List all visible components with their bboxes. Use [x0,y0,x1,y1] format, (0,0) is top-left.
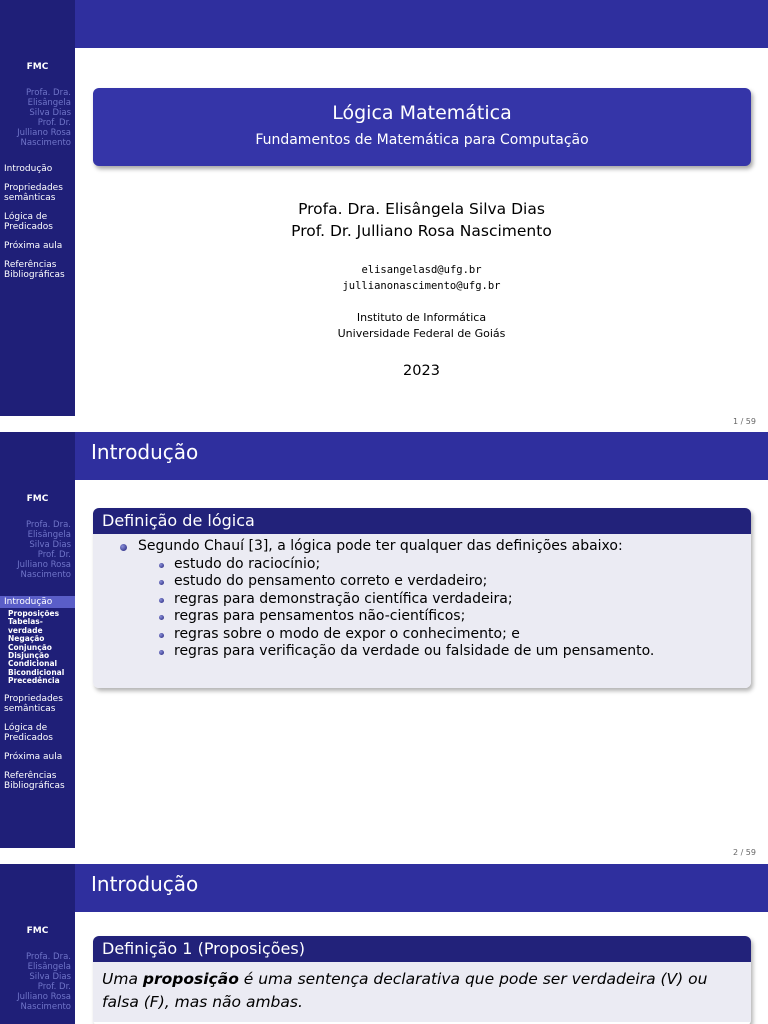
header-bar [75,0,768,48]
title-box [93,88,751,166]
definition-block [93,936,751,1024]
bullet-icon [159,563,164,568]
slide-1 [0,0,768,432]
emails [75,262,768,294]
list-item: regras para verificação da verdade ou falsidade de um pensamento. [102,643,742,661]
sidebar-subitem[interactable]: Tabelas-verdade [8,617,43,635]
slide-3 [0,864,768,1024]
bullet-icon [159,615,164,620]
bullet-icon [120,544,127,551]
list-item: regras para demonstração científica verdadeira; [102,591,742,609]
sidebar-item-proxima-aula[interactable]: Próxima aula [4,751,63,762]
list-item: regras para pensamentos não-científicos; [102,608,742,626]
sidebar-short-title[interactable]: FMC [26,62,49,72]
sidebar-subitem[interactable]: Precedência [8,676,60,686]
bullet-icon [159,580,164,585]
sidebar-short-title[interactable]: FMC [26,494,49,504]
email-link[interactable]: elisangelasd@ufg.br [361,264,482,276]
list-item: regras sobre o modo de expor o conhecimento; e [102,626,742,644]
presentation-title: Lógica Matemática [332,102,512,124]
sidebar-subitem[interactable]: Disjunção [8,651,50,661]
sidebar-authors[interactable]: Profa. Dra. Elisângela Silva Dias Prof. Dr. Julliano Rosa Nascimento [17,952,71,1012]
list-item: estudo do raciocínio; [102,556,742,574]
sidebar-short-title[interactable]: FMC [26,926,49,936]
sidebar-item-propriedades[interactable]: Propriedades semânticas [4,693,63,714]
email-link[interactable]: jullianonascimento@ufg.br [342,280,501,292]
sidebar-item-propriedades[interactable]: Propriedades semânticas [4,183,63,203]
sidebar-item-referencias[interactable]: Referências Bibliográficas [4,770,65,791]
sidebar-nav [0,596,75,791]
defined-term: proposição [142,970,239,988]
sidebar [0,0,75,416]
header-bar [75,432,768,480]
definition-block [93,508,751,688]
sidebar-subsections [0,610,75,686]
institution: Instituto de Informática Universidade Federal de Goiás [337,311,506,340]
bullet-icon [159,650,164,655]
slide-2 [0,432,768,864]
sidebar-item-introducao[interactable]: Introdução [0,596,75,608]
block-body [93,534,751,688]
year: 2023 [403,363,440,379]
sidebar-subitem[interactable]: Conjunção [8,642,52,652]
sidebar-item-predicados[interactable]: Lógica de Predicados [4,722,53,743]
bullet-icon [159,598,164,603]
sidebar-subitem[interactable]: Proposições [8,609,60,618]
header-bar [75,864,768,912]
list-item: estudo do pensamento correto e verdadeiro; [102,573,742,591]
block-body [93,962,751,1022]
definition-text: Uma proposição é uma sentença declarativa que pode ser verdadeira (V) ou falsa (F), mas não ambas. [102,970,708,1011]
sidebar-subitem[interactable]: Bicondicional [8,667,65,677]
list-item: Segundo Chauí [3], a lógica pode ter qualquer das definições abaixo: [102,538,742,556]
sidebar [0,864,75,1024]
authors: Profa. Dra. Elisângela Silva Dias Prof. Dr. Julliano Rosa Nascimento [291,200,552,240]
frame-title: Introdução [91,872,199,896]
sidebar-nav [0,164,75,280]
page-number: 2 / 59 [732,848,756,857]
sidebar [0,432,75,848]
sidebar-item-predicados[interactable]: Lógica de Predicados [4,212,53,232]
sidebar-subitem[interactable]: Negação [8,634,45,644]
sidebar-item-introducao[interactable]: Introdução [4,164,53,174]
bullet-icon [159,633,164,638]
sidebar-subitem[interactable]: Condicional [8,659,58,669]
sidebar-authors[interactable]: Profa. Dra. Elisângela Silva Dias Prof. Dr. Julliano Rosa Nascimento [17,88,71,148]
page-number: 1 / 59 [732,417,756,426]
presentation-subtitle: Fundamentos de Matemática para Computação [255,132,589,148]
sidebar-item-referencias[interactable]: Referências Bibliográficas [4,260,65,280]
frame-title: Introdução [91,440,199,464]
block-title: Definição 1 (Proposições) [93,936,751,962]
sidebar-authors[interactable]: Profa. Dra. Elisângela Silva Dias Prof. Dr. Julliano Rosa Nascimento [17,520,71,580]
block-title: Definição de lógica [93,508,751,534]
sidebar-item-proxima-aula[interactable]: Próxima aula [4,241,63,251]
